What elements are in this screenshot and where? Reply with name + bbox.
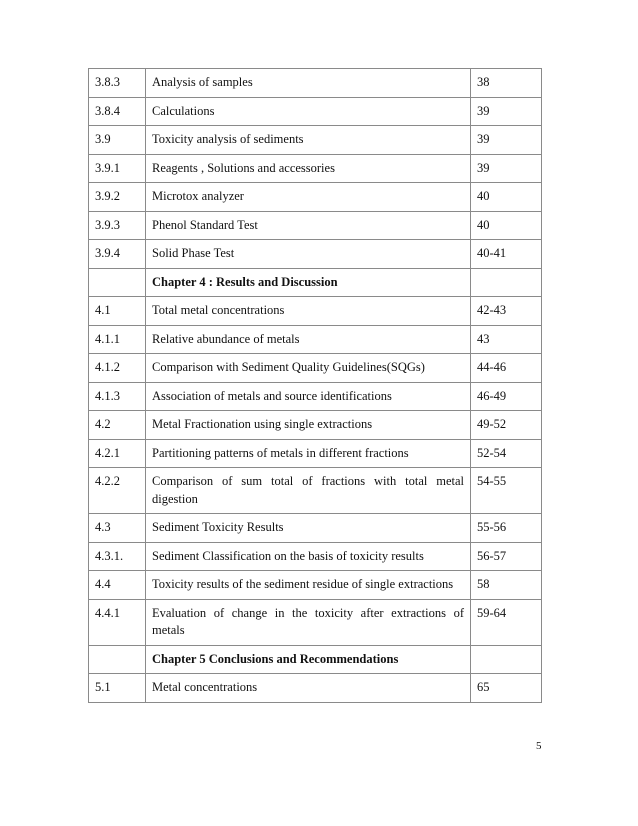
section-title: Phenol Standard Test (146, 211, 471, 240)
toc-row (89, 382, 542, 411)
page-range: 40 (471, 211, 542, 240)
section-title: Relative abundance of metals (146, 325, 471, 354)
toc-row (89, 126, 542, 155)
toc-row (89, 211, 542, 240)
toc-row (89, 439, 542, 468)
section-number: 4.4.1 (89, 599, 146, 645)
toc-row (89, 297, 542, 326)
section-number: 4.2.2 (89, 468, 146, 514)
section-title: Metal Fractionation using single extractions (146, 411, 471, 440)
page-range: 55-56 (471, 514, 542, 543)
toc-row (89, 69, 542, 98)
section-number: 3.8.3 (89, 69, 146, 98)
section-title: Metal concentrations (146, 674, 471, 703)
page-range: 46-49 (471, 382, 542, 411)
section-title: Solid Phase Test (146, 240, 471, 269)
section-number: 4.3 (89, 514, 146, 543)
section-title: Toxicity results of the sediment residue of single extractions (146, 571, 471, 600)
section-number: 4.2 (89, 411, 146, 440)
page-range: 49-52 (471, 411, 542, 440)
page-number: 5 (536, 740, 542, 752)
section-number: 5.1 (89, 674, 146, 703)
toc-row (89, 354, 542, 383)
page-range: 54-55 (471, 468, 542, 514)
toc-row (89, 571, 542, 600)
section-number: 4.1.2 (89, 354, 146, 383)
toc-row (89, 542, 542, 571)
page-range: 58 (471, 571, 542, 600)
page-range: 39 (471, 126, 542, 155)
page-range (471, 645, 542, 674)
page-range: 38 (471, 69, 542, 98)
section-number: 4.1 (89, 297, 146, 326)
section-title: Total metal concentrations (146, 297, 471, 326)
section-title: Microtox analyzer (146, 183, 471, 212)
page-range: 40 (471, 183, 542, 212)
section-title: Comparison with Sediment Quality Guidelines(SQGs) (146, 354, 471, 383)
section-title: Evaluation of change in the toxicity after extractions of metals (146, 599, 471, 645)
toc-chapter-row (89, 268, 542, 297)
page-range: 65 (471, 674, 542, 703)
section-number: 3.9.1 (89, 154, 146, 183)
section-title: Chapter 4 : Results and Discussion (146, 268, 471, 297)
section-number: 3.8.4 (89, 97, 146, 126)
page-range: 39 (471, 154, 542, 183)
section-number: 3.9.4 (89, 240, 146, 269)
page-range: 42-43 (471, 297, 542, 326)
toc-row (89, 325, 542, 354)
page-range: 40-41 (471, 240, 542, 269)
section-title: Analysis of samples (146, 69, 471, 98)
section-number (89, 268, 146, 297)
page-range: 59-64 (471, 599, 542, 645)
section-title: Partitioning patterns of metals in different fractions (146, 439, 471, 468)
toc-row (89, 240, 542, 269)
section-title: Sediment Toxicity Results (146, 514, 471, 543)
toc-row (89, 154, 542, 183)
page-range: 39 (471, 97, 542, 126)
section-number: 3.9.3 (89, 211, 146, 240)
page-range: 44-46 (471, 354, 542, 383)
table-of-contents (88, 68, 542, 703)
section-number: 3.9 (89, 126, 146, 155)
section-number: 4.4 (89, 571, 146, 600)
section-title: Calculations (146, 97, 471, 126)
page-range: 43 (471, 325, 542, 354)
toc-chapter-row (89, 645, 542, 674)
toc-row (89, 183, 542, 212)
page-range: 52-54 (471, 439, 542, 468)
section-title: Reagents , Solutions and accessories (146, 154, 471, 183)
toc-row (89, 468, 542, 514)
toc-row (89, 599, 542, 645)
toc-row (89, 411, 542, 440)
section-number: 4.2.1 (89, 439, 146, 468)
section-number: 4.1.1 (89, 325, 146, 354)
toc-row (89, 674, 542, 703)
section-number: 4.3.1. (89, 542, 146, 571)
toc-row (89, 97, 542, 126)
section-title: Comparison of sum total of fractions with total metal digestion (146, 468, 471, 514)
toc-body (89, 69, 542, 703)
section-title: Sediment Classification on the basis of toxicity results (146, 542, 471, 571)
section-title: Association of metals and source identifications (146, 382, 471, 411)
section-title: Toxicity analysis of sediments (146, 126, 471, 155)
toc-row (89, 514, 542, 543)
page-range (471, 268, 542, 297)
section-number: 4.1.3 (89, 382, 146, 411)
section-title: Chapter 5 Conclusions and Recommendations (146, 645, 471, 674)
page-range: 56-57 (471, 542, 542, 571)
section-number (89, 645, 146, 674)
section-number: 3.9.2 (89, 183, 146, 212)
